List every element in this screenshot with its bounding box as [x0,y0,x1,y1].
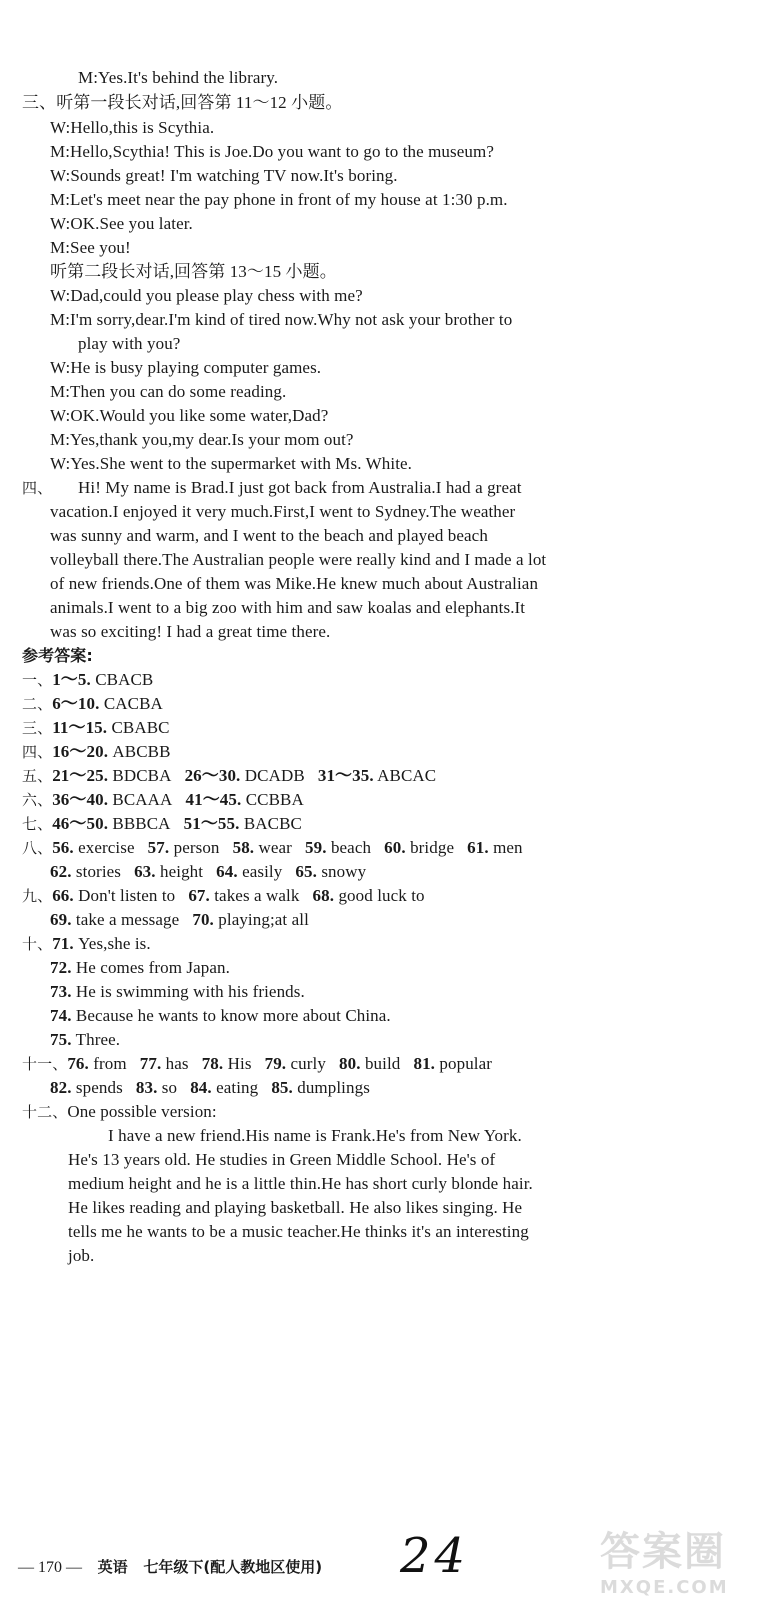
dialogue-line: W:OK.Would you like some water,Dad? [50,406,329,425]
answer-row: 二、6～10. CACBA [22,694,163,713]
passage-line: Hi! My name is Brad.I just got back from Australia.I had a great [78,478,522,497]
dialogue-line: M:Hello,Scythia! This is Joe.Do you want to go to the museum? [50,142,494,161]
passage-line: vacation.I enjoyed it very much.First,I went to Sydney.The weather [50,502,516,521]
section-title: 听第二段长对话,回答第 13～15 小题。 [50,262,337,281]
section-label: 四、 [22,479,53,497]
answer-row: 62. stories 63. height 64. easily 65. snowy [50,862,367,881]
dialogue-line: M:Let's meet near the pay phone in front of my house at 1:30 p.m. [50,190,508,209]
answer-row: 四、16～20. ABCBB [22,742,171,761]
essay-line: He likes reading and playing basketball. He also likes singing. He [68,1198,523,1217]
watermark-title: 答案圈 [600,1529,726,1575]
dialogue-line: W:Sounds great! I'm watching TV now.It's boring. [50,166,398,185]
dialogue-line: M:Then you can do some reading. [50,382,287,401]
watermark-url: MXQE.COM [600,1577,729,1598]
dialogue-line: W:Yes.She went to the supermarket with Ms. White. [50,454,413,473]
answer-row: 73. He is swimming with his friends. [50,982,305,1001]
passage-line: animals.I went to a big zoo with him and saw koalas and elephants.It [50,598,526,617]
dialogue-line: M:I'm sorry,dear.I'm kind of tired now.Why not ask your brother to [50,310,513,329]
answer-row: 七、46～50. BBBCA 51～55. BACBC [22,814,302,833]
dialogue-line: W:He is busy playing computer games. [50,358,322,377]
answer-row: 十二、One possible version: [22,1102,217,1121]
essay-line: He's 13 years old. He studies in Green Middle School. He's of [68,1150,496,1169]
passage-line: volleyball there.The Australian people were really kind and I made a lot [50,550,547,569]
passage-line: of new friends.One of them was Mike.He knew much about Australian [50,574,539,593]
essay-line: tells me he wants to be a music teacher.He thinks it's an interesting [68,1222,529,1241]
answer-row: 十、71. Yes,she is. [22,934,151,953]
passage-line: was sunny and warm, and I went to the beach and played beach [50,526,488,545]
answer-row: 十一、76. from 77. has 78. His 79. curly 80. build 81. popular [22,1054,493,1073]
footer-subject: 英语 [97,1558,128,1576]
dialogue-line: W:Dad,could you please play chess with me? [50,286,363,305]
answer-row: 六、36～40. BCAAA 41～45. CCBBA [22,790,304,809]
answer-row: 74. Because he wants to know more about China. [50,1006,391,1025]
answer-row: 72. He comes from Japan. [50,958,230,977]
dialogue-line: M:See you! [50,238,131,257]
page-number: — 170 — [18,1559,82,1576]
answer-row: 五、21～25. BDCBA 26～30. DCADB 31～35. ABCAC [22,766,437,785]
answers-title: 参考答案: [22,646,93,665]
section-title: 三、听第一段长对话,回答第 11～12 小题。 [22,93,343,112]
page-footer [18,1556,322,1577]
answer-row: 75. Three. [50,1030,121,1049]
answer-row: 八、56. exercise 57. person 58. wear 59. beach 60. bridge 61. men [22,838,523,857]
essay-line: I have a new friend.His name is Frank.He's from New York. [108,1126,522,1145]
essay-line: medium height and he is a little thin.He has short curly blonde hair. [68,1174,533,1193]
dialogue-line: M:Yes,thank you,my dear.Is your mom out? [50,430,354,449]
passage-line: was so exciting! I had a great time there. [50,622,331,641]
watermark-logo [600,1520,750,1598]
answer-row: 82. spends 83. so 84. eating 85. dumplings [50,1078,370,1097]
dialogue-line: W:Hello,this is Scythia. [50,118,215,137]
footer-grade: 七年级下(配人教地区使用) [143,1558,323,1576]
dialogue-line: play with you? [78,334,181,353]
answer-row: 69. take a message 70. playing;at all [50,910,309,929]
dialogue-line: W:OK.See you later. [50,214,193,233]
handwritten-number: 24 [400,1528,470,1584]
answer-row: 一、1～5. CBACB [22,670,154,689]
essay-line: job. [68,1246,95,1265]
answer-row: 三、11～15. CBABC [22,718,170,737]
dialogue-line: M:Yes.It's behind the library. [78,68,279,87]
answer-row: 九、66. Don't listen to 67. takes a walk 68. good luck to [22,886,425,905]
